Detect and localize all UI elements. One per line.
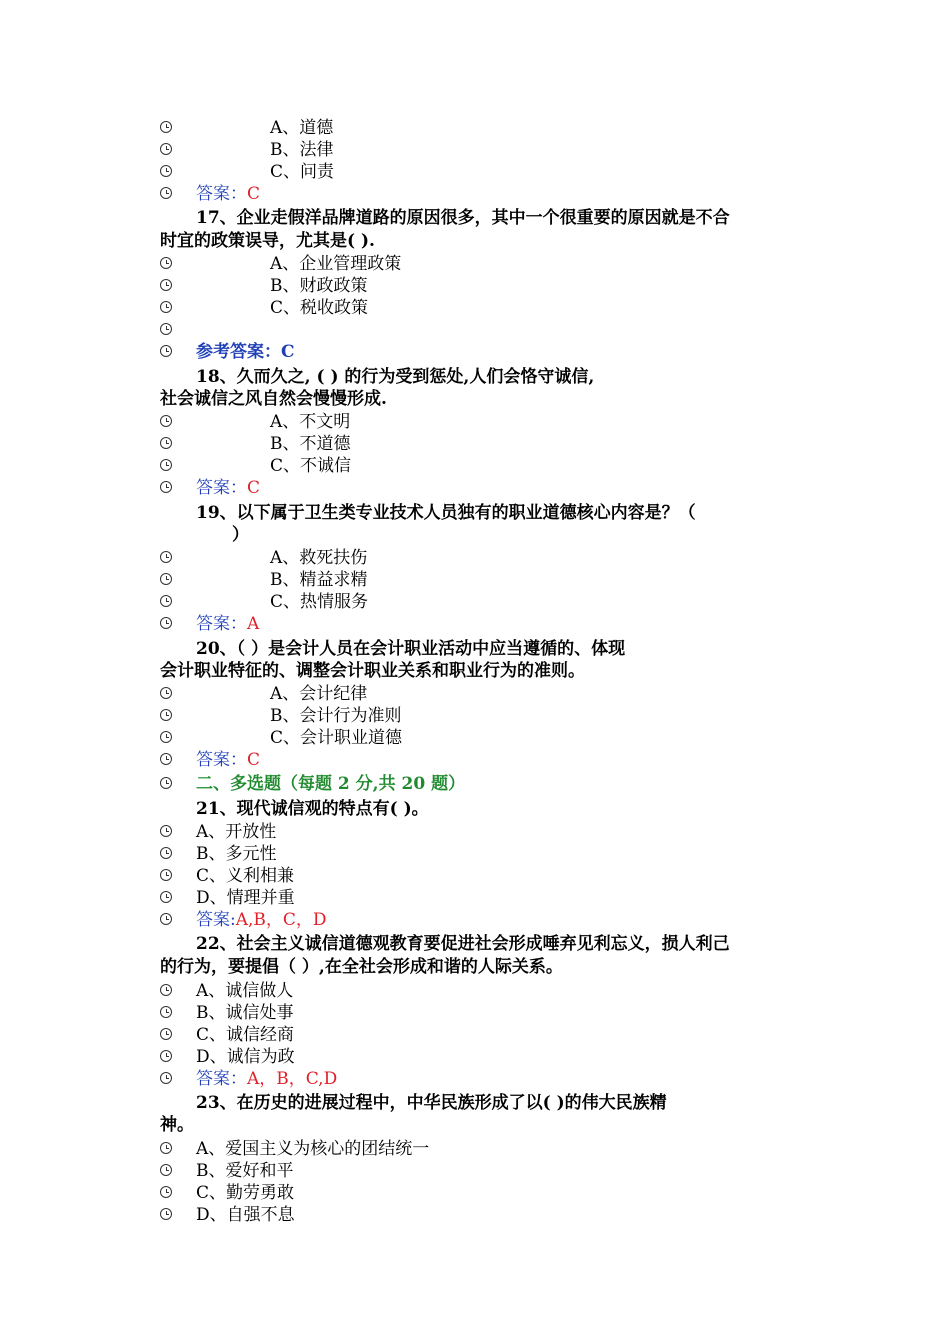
q16-option-c[interactable]: C、问责 [0, 161, 950, 183]
clock-icon [160, 187, 172, 199]
q23-question: 23、在历史的进展过程中，中华民族形成了以( )的伟大民族精 [196, 1093, 667, 1113]
q20-option-c[interactable]: C、会计职业道德 [0, 727, 950, 749]
clock-icon [160, 301, 172, 313]
q19-option-c[interactable]: C、热情服务 [0, 591, 950, 613]
q23-option-b[interactable]: B、爱好和平 [0, 1160, 950, 1182]
q17-option-c[interactable]: C、税收政策 [0, 297, 950, 319]
clock-icon [160, 1186, 172, 1198]
clock-icon [160, 847, 172, 859]
q21-option-a[interactable]: A、开放性 [0, 821, 950, 843]
q20-option-b[interactable]: B、会计行为准则 [0, 705, 950, 727]
q18-question: 18、久而久之, ( ) 的行为受到惩处,人们会恪守诚信, [196, 367, 595, 387]
q21-question: 21、现代诚信观的特点有( )。 [196, 799, 429, 819]
clock-icon [160, 573, 172, 585]
clock-icon [160, 617, 172, 629]
clock-icon [160, 1142, 172, 1154]
q17-option-b[interactable]: B、财政政策 [0, 275, 950, 297]
q22-answer: 答案：A，B，C,D [0, 1068, 950, 1090]
clock-icon [160, 891, 172, 903]
q16-option-a[interactable]: A、道德 [0, 117, 950, 139]
q18-question-cont: 社会诚信之风自然会慢慢形成. [160, 389, 387, 409]
q23-option-c[interactable]: C、勤劳勇敢 [0, 1182, 950, 1204]
q18-option-b[interactable]: B、不道德 [0, 433, 950, 455]
clock-icon [160, 165, 172, 177]
q23-option-a[interactable]: A、爱国主义为核心的团结统一 [0, 1138, 950, 1160]
q22-option-b[interactable]: B、诚信处事 [0, 1002, 950, 1024]
section-multiple-choice: 二、多选题（每题 2 分,共 20 题） [0, 773, 950, 795]
clock-icon [160, 687, 172, 699]
clock-icon [160, 459, 172, 471]
q19-option-b[interactable]: B、精益求精 [0, 569, 950, 591]
clock-icon [160, 121, 172, 133]
q17-question-cont: 时宜的政策误导，尤其是( ). [160, 231, 375, 251]
q22-question: 22、社会主义诚信道德观教育要促进社会形成唾弃见利忘义，损人利己 [196, 934, 730, 954]
q20-option-a[interactable]: A、会计纪律 [0, 683, 950, 705]
clock-icon [160, 1006, 172, 1018]
q22-question-cont: 的行为，要提倡（ ）,在全社会形成和谐的人际关系。 [160, 957, 563, 977]
clock-icon [160, 825, 172, 837]
q19-option-a[interactable]: A、救死扶伤 [0, 547, 950, 569]
q17-option-a[interactable]: A、企业管理政策 [0, 253, 950, 275]
clock-icon [160, 345, 172, 357]
q21-answer: 答案:A,B，C，D [0, 909, 950, 931]
clock-icon [160, 1028, 172, 1040]
q20-question: 20、（ ）是会计人员在会计职业活动中应当遵循的、体现 [196, 639, 626, 659]
clock-icon [160, 753, 172, 765]
q20-question-cont: 会计职业特征的、调整会计职业关系和职业行为的准则。 [160, 661, 585, 681]
clock-icon [160, 437, 172, 449]
q19-question: 19、以下属于卫生类专业技术人员独有的职业道德核心内容是？（ [196, 503, 696, 523]
clock-icon [160, 777, 172, 789]
q19-answer: 答案：A [0, 613, 950, 635]
clock-icon [160, 415, 172, 427]
clock-icon [160, 731, 172, 743]
clock-icon [160, 551, 172, 563]
q19-question-cont: ） [232, 525, 249, 545]
clock-icon [160, 1164, 172, 1176]
q23-question-cont: 神。 [160, 1115, 194, 1135]
clock-icon [160, 1050, 172, 1062]
clock-icon [160, 1072, 172, 1084]
clock-icon [160, 143, 172, 155]
q23-option-d[interactable]: D、自强不息 [0, 1204, 950, 1226]
q17-option-empty [0, 319, 950, 341]
q18-answer: 答案：C [0, 477, 950, 499]
clock-icon [160, 595, 172, 607]
q20-answer: 答案：C [0, 749, 950, 771]
q21-option-c[interactable]: C、义利相兼 [0, 865, 950, 887]
q18-option-c[interactable]: C、不诚信 [0, 455, 950, 477]
clock-icon [160, 913, 172, 925]
q21-option-d[interactable]: D、情理并重 [0, 887, 950, 909]
q18-option-a[interactable]: A、不文明 [0, 411, 950, 433]
clock-icon [160, 869, 172, 881]
q22-option-d[interactable]: D、诚信为政 [0, 1046, 950, 1068]
q21-option-b[interactable]: B、多元性 [0, 843, 950, 865]
q16-answer: 答案：C [0, 183, 950, 205]
clock-icon [160, 279, 172, 291]
clock-icon [160, 257, 172, 269]
q16-option-b[interactable]: B、法律 [0, 139, 950, 161]
clock-icon [160, 709, 172, 721]
clock-icon [160, 1208, 172, 1220]
q22-option-c[interactable]: C、诚信经商 [0, 1024, 950, 1046]
clock-icon [160, 323, 172, 335]
clock-icon [160, 984, 172, 996]
clock-icon [160, 481, 172, 493]
q22-option-a[interactable]: A、诚信做人 [0, 980, 950, 1002]
q17-question: 17、企业走假洋品牌道路的原因很多，其中一个很重要的原因就是不合 [196, 208, 730, 228]
q17-answer: 参考答案：C [0, 341, 950, 363]
